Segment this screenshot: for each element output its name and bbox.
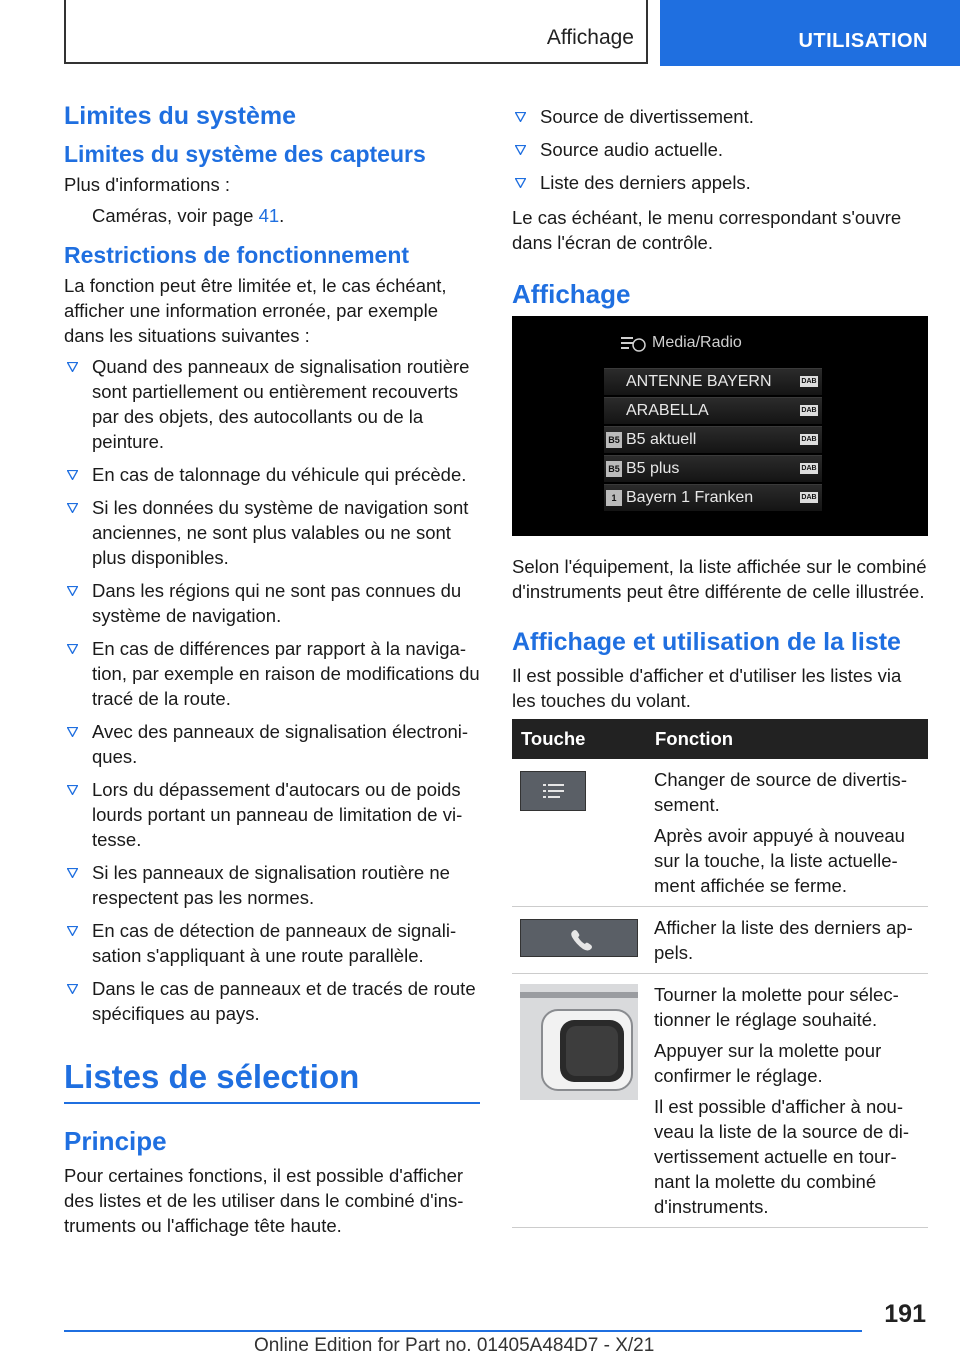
list-item (64, 777, 480, 852)
triangle-bullet-icon (67, 785, 78, 795)
right-column (512, 100, 928, 1228)
camera-text-end: . (279, 205, 285, 226)
station-name: ANTENNE BAYERN (626, 373, 772, 390)
dab-badge: DAB (801, 465, 817, 472)
key-cell (512, 907, 646, 974)
screen-list-row (604, 368, 822, 395)
triangle-bullet-icon (67, 727, 78, 737)
list-item (64, 462, 480, 487)
triangle-bullet-icon (515, 145, 526, 155)
station-logo: B5 (606, 461, 622, 477)
triangle-bullet-icon (67, 984, 78, 994)
list-item-text: En cas de détection de panneaux de signalisation s'appliquant à une route parallèle. (92, 920, 457, 966)
function-text: Il est possible d'afficher à nouveau la liste de la source de divertissement actuelle en tournant la molette du combiné d'instruments. (654, 1096, 910, 1217)
list-item-text: En cas de talonnage du véhicule qui précède. (92, 464, 467, 485)
triangle-bullet-icon (67, 868, 78, 878)
table-row (512, 907, 928, 974)
station-name: B5 aktuell (626, 431, 697, 448)
key-cell (512, 759, 646, 907)
list-item-text: Quand des panneaux de signalisation routière sont partiellement ou entièrement recouverts par des objets, des autocollants ou de la peinture. (92, 356, 470, 452)
triangle-bullet-icon (515, 112, 526, 122)
camera-text: Caméras, voir page (92, 205, 259, 226)
header-chapter-title: UTILISATION (798, 30, 928, 52)
list-item-text: Dans le cas de panneaux et de tracés de route spécifiques au pays. (92, 978, 476, 1024)
heading-principle: Principe (64, 1126, 167, 1156)
list-item-text: Si les panneaux de signalisation routière ne respectent pas les normes. (92, 862, 450, 908)
list-item-text: Dans les régions qui ne sont pas connues du système de navigation. (92, 580, 462, 626)
list-item (64, 495, 480, 570)
header-chapter-tab (660, 0, 960, 66)
heading-restrictions: Restrictions de fonctionnement (64, 242, 410, 268)
principle-text: Pour certaines fonctions, il est possible d'afficher des listes et de les utiliser dans le combiné d'instruments ou l'affichage tête haute. (64, 1165, 464, 1236)
function-text: Changer de source de divertissement. (654, 769, 907, 815)
media-radio-icon (620, 334, 646, 352)
triangle-bullet-icon (67, 362, 78, 372)
screen-title: Media/Radio (652, 334, 742, 351)
restrictions-text: La fonction peut être limitée et, le cas échéant, afficher une information erronée, par exemple dans les situations suivantes : (64, 275, 447, 346)
triangle-bullet-icon (67, 926, 78, 936)
header-section-title: Affichage (546, 26, 634, 49)
list-item-text: En cas de différences par rapport à la navigation, par exemple en raison de modifications du tracé de la route. (92, 638, 480, 709)
table-header-row (512, 719, 928, 759)
list-item (64, 976, 480, 1026)
col-header-key: Touche (512, 719, 646, 759)
list-item-text: Source audio actuelle. (540, 139, 724, 160)
function-cell (646, 759, 928, 907)
media-radio-screen (512, 316, 928, 536)
station-name: Bayern 1 Franken (626, 489, 754, 506)
list-button-icon (520, 771, 586, 811)
col-header-function: Fonction (646, 719, 928, 759)
station-name: B5 plus (626, 460, 680, 477)
screen-list-row (604, 397, 822, 424)
triangle-bullet-icon (67, 644, 78, 654)
page-number: 191 (884, 1300, 926, 1328)
function-cell (646, 907, 928, 974)
function-text: Tourner la molette pour sélectionner le réglage souhaité. (654, 984, 899, 1030)
screen-list-row (604, 455, 822, 482)
list-item (64, 636, 480, 711)
list-item-text: Source de divertissement. (540, 106, 754, 127)
list-item (64, 578, 480, 628)
footer-edition: Online Edition for Part no. 01405A484D7 - X/21 (254, 1335, 655, 1356)
heading-sensors: Limites du système des capteurs (64, 141, 426, 167)
station-name: ARABELLA (626, 402, 709, 419)
header-section-box (64, 0, 648, 64)
list-item (512, 104, 928, 129)
triangle-bullet-icon (67, 586, 78, 596)
footer-divider (64, 1330, 862, 1332)
screen-list-row (604, 484, 822, 511)
list-item-text: Avec des panneaux de signalisation électroniques. (92, 721, 469, 767)
function-text: Appuyer sur la molette pour confirmer le réglage. (654, 1040, 882, 1086)
heading-list-use: Affichage et utilisation de la liste (512, 628, 901, 656)
function-text: Après avoir appuyé à nouveau sur la touche, la liste actuellement affichée se ferme. (654, 825, 905, 896)
heading-limits: Limites du système (64, 102, 297, 130)
more-info-text: Plus d'informations : (64, 174, 230, 195)
list-item (64, 918, 480, 968)
camera-page-link[interactable]: 41 (258, 205, 280, 226)
thumbwheel-icon (520, 984, 638, 1100)
list-item (64, 860, 480, 910)
station-logo: 1 (606, 490, 622, 506)
list-item (512, 137, 928, 162)
function-cell (646, 974, 928, 1228)
dab-badge: DAB (801, 436, 817, 443)
list-item (512, 170, 928, 195)
sources-list (512, 104, 928, 195)
menu-text: Le cas échéant, le menu correspondant s'ouvre dans l'écran de contrôle. (512, 207, 902, 253)
triangle-bullet-icon (67, 503, 78, 513)
dab-badge: DAB (801, 494, 817, 501)
list-item (64, 354, 480, 454)
controls-table (512, 719, 928, 1228)
heading-selection-lists: Listes de sélection (64, 1058, 480, 1104)
screen-list-row (604, 426, 822, 453)
table-row (512, 974, 928, 1228)
display-note: Selon l'équipement, la liste affichée sur le combiné d'instruments peut être différente de celle illustrée. (512, 556, 927, 602)
triangle-bullet-icon (67, 470, 78, 480)
list-use-text: Il est possible d'afficher et d'utiliser les listes via les touches du volant. (512, 665, 902, 711)
left-column (64, 100, 480, 1238)
table-row (512, 759, 928, 907)
phone-button-icon (520, 919, 638, 957)
list-item (64, 203, 480, 228)
heading-display: Affichage (512, 279, 631, 309)
triangle-bullet-icon (515, 178, 526, 188)
station-logo: B5 (606, 432, 622, 448)
dab-badge: DAB (801, 378, 817, 385)
camera-list (64, 203, 480, 228)
list-item-text: Liste des derniers appels. (540, 172, 751, 193)
list-item-text: Lors du dépassement d'autocars ou de poids lourds portant un panneau de limitation de vitesse. (92, 779, 463, 850)
dab-badge: DAB (801, 407, 817, 414)
function-text: Afficher la liste des derniers appels. (654, 917, 913, 963)
key-cell (512, 974, 646, 1228)
list-item-text: Si les données du système de navigation sont anciennes, ne sont plus valables ou ne sont plus disponibles. (92, 497, 469, 568)
list-item (64, 719, 480, 769)
restrictions-list (64, 354, 480, 1026)
